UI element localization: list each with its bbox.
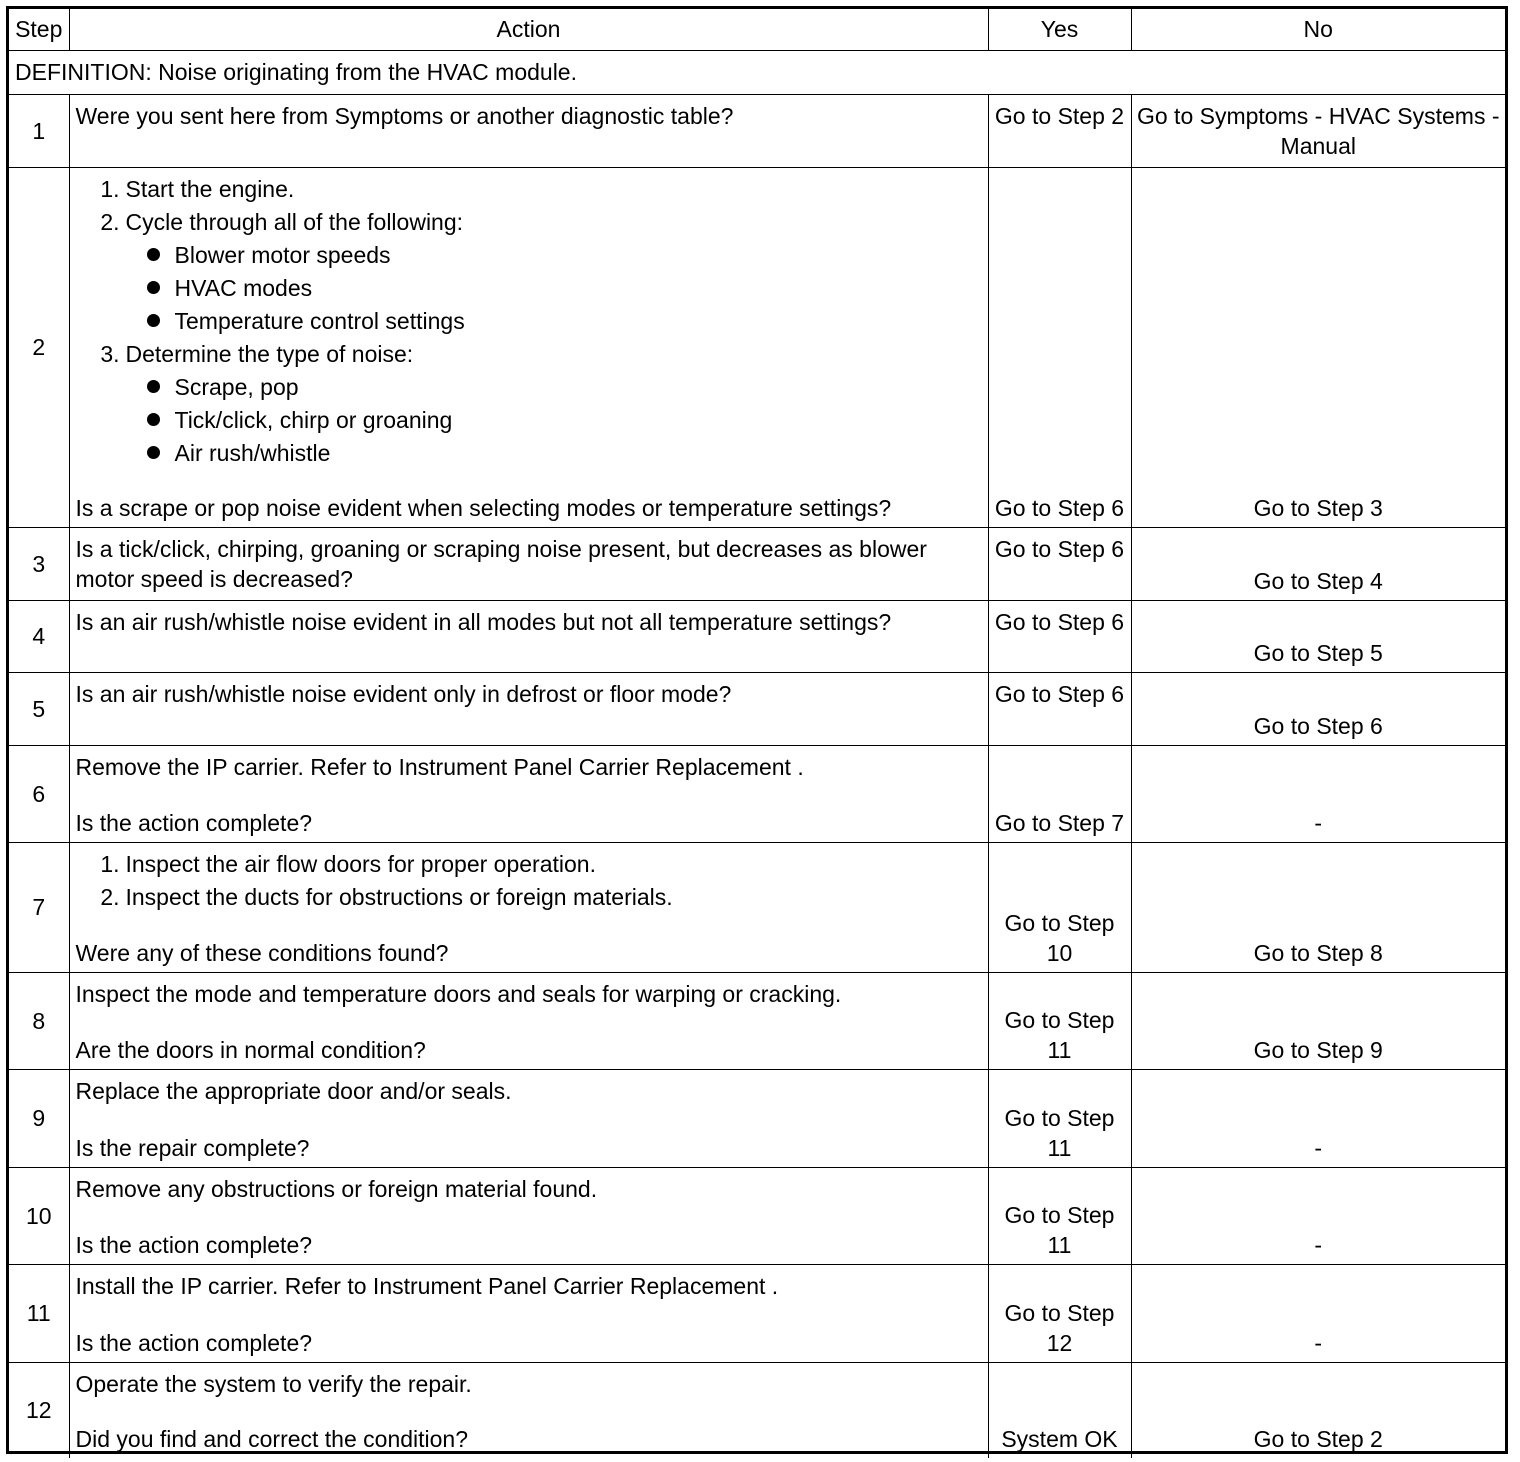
action-question: Did you find and correct the condition? bbox=[75, 1425, 469, 1452]
action-cell bbox=[69, 1069, 988, 1167]
no-result: - bbox=[1131, 1264, 1505, 1362]
yes-result: Go to Step 11 bbox=[988, 972, 1131, 1069]
yes-result: Go to Step 6 bbox=[988, 167, 1131, 527]
step-number: 3 bbox=[9, 527, 69, 600]
no-result: Go to Step 8 bbox=[1131, 842, 1505, 972]
table-row bbox=[9, 1264, 1505, 1362]
list-item: 1. Start the engine. bbox=[100, 175, 295, 202]
bullet-icon bbox=[76, 405, 175, 435]
action-text: Is a tick/click, chirping, groaning or scraping noise present, but decreases as blower motor speed is decreased? bbox=[69, 527, 988, 600]
yes-result: Go to Step 12 bbox=[988, 1264, 1131, 1362]
bullet-list bbox=[76, 372, 982, 468]
step-number: 8 bbox=[9, 972, 69, 1069]
no-result: - bbox=[1131, 1167, 1505, 1264]
action-question: Were any of these conditions found? bbox=[75, 939, 449, 966]
header-step: Step bbox=[9, 9, 69, 50]
action-question: Are the doors in normal condition? bbox=[75, 1036, 426, 1063]
bullet-icon bbox=[76, 372, 175, 402]
definition-text: DEFINITION: Noise originating from the HVAC module. bbox=[9, 50, 1505, 94]
step-number: 7 bbox=[9, 842, 69, 972]
diagnostic-table-frame bbox=[6, 6, 1508, 1454]
no-result: Go to Step 4 bbox=[1131, 527, 1505, 600]
table-row bbox=[9, 167, 1505, 527]
action-question: Is the action complete? bbox=[75, 1329, 313, 1356]
bullet-icon bbox=[76, 273, 175, 303]
table-row bbox=[9, 672, 1505, 745]
action-question: Is a scrape or pop noise evident when selecting modes or temperature settings? bbox=[75, 494, 892, 521]
bullet-item: Air rush/whistle bbox=[76, 438, 982, 468]
bullet-item: Tick/click, chirp or groaning bbox=[76, 405, 982, 435]
table-row bbox=[9, 972, 1505, 1069]
bullet-list bbox=[76, 240, 982, 336]
step-number: 12 bbox=[9, 1362, 69, 1458]
step-number: 11 bbox=[9, 1264, 69, 1362]
no-result: Go to Step 6 bbox=[1131, 672, 1505, 745]
substep-list bbox=[76, 849, 982, 915]
yes-result: Go to Step 11 bbox=[988, 1069, 1131, 1167]
action-text: Replace the appropriate door and/or seals. bbox=[75, 1077, 512, 1104]
bullet-icon bbox=[76, 438, 175, 468]
table-row bbox=[9, 527, 1505, 600]
no-result: Go to Symptoms - HVAC Systems - Manual bbox=[1131, 94, 1505, 167]
list-item: 3. Determine the type of noise: bbox=[100, 340, 414, 367]
action-text: Remove any obstructions or foreign material found. bbox=[75, 1175, 598, 1202]
table-row bbox=[9, 745, 1505, 842]
action-question: Is the repair complete? bbox=[75, 1134, 310, 1161]
action-text: Were you sent here from Symptoms or another diagnostic table? bbox=[69, 94, 988, 167]
header-action: Action bbox=[69, 9, 988, 50]
action-text: Operate the system to verify the repair. bbox=[75, 1370, 472, 1397]
bullet-item: Scrape, pop bbox=[76, 372, 982, 402]
yes-result: Go to Step 11 bbox=[988, 1167, 1131, 1264]
yes-result: Go to Step 7 bbox=[988, 745, 1131, 842]
bullet-icon bbox=[76, 240, 175, 270]
action-cell bbox=[69, 1264, 988, 1362]
action-text: Is an air rush/whistle noise evident only in defrost or floor mode? bbox=[69, 672, 988, 745]
no-result: - bbox=[1131, 1069, 1505, 1167]
table-row bbox=[9, 1167, 1505, 1264]
yes-result: Go to Step 10 bbox=[988, 842, 1131, 972]
action-question: Is the action complete? bbox=[75, 1231, 313, 1258]
bullet-item: Temperature control settings bbox=[76, 306, 982, 336]
bullet-item: HVAC modes bbox=[76, 273, 982, 303]
step-number: 1 bbox=[9, 94, 69, 167]
header-no: No bbox=[1131, 9, 1505, 50]
bullet-item: Blower motor speeds bbox=[76, 240, 982, 270]
no-result: Go to Step 5 bbox=[1131, 600, 1505, 672]
table-row bbox=[9, 1069, 1505, 1167]
table-row bbox=[9, 842, 1505, 972]
header-yes: Yes bbox=[988, 9, 1131, 50]
no-result: - bbox=[1131, 745, 1505, 842]
step-number: 4 bbox=[9, 600, 69, 672]
action-cell bbox=[69, 745, 988, 842]
yes-result: Go to Step 2 bbox=[988, 94, 1131, 167]
yes-result: Go to Step 6 bbox=[988, 600, 1131, 672]
list-item: 2. Cycle through all of the following: bbox=[100, 208, 464, 235]
yes-result: Go to Step 6 bbox=[988, 527, 1131, 600]
yes-result: Go to Step 6 bbox=[988, 672, 1131, 745]
yes-result: System OK bbox=[988, 1362, 1131, 1458]
action-text: Remove the IP carrier. Refer to Instrument Panel Carrier Replacement . bbox=[75, 753, 804, 780]
table-row bbox=[9, 1362, 1505, 1458]
action-cell bbox=[69, 1362, 988, 1458]
step-number: 10 bbox=[9, 1167, 69, 1264]
header-row bbox=[9, 9, 1505, 50]
action-text: Install the IP carrier. Refer to Instrument Panel Carrier Replacement . bbox=[75, 1272, 779, 1299]
step-number: 9 bbox=[9, 1069, 69, 1167]
step-number: 6 bbox=[9, 745, 69, 842]
action-text: Inspect the mode and temperature doors and seals for warping or cracking. bbox=[75, 980, 842, 1007]
no-result: Go to Step 9 bbox=[1131, 972, 1505, 1069]
list-item: 1. Inspect the air flow doors for proper operation. bbox=[100, 850, 596, 877]
action-cell bbox=[69, 842, 988, 972]
action-text: Is an air rush/whistle noise evident in all modes but not all temperature settings? bbox=[69, 600, 988, 672]
step-number: 2 bbox=[9, 167, 69, 527]
table-row bbox=[9, 600, 1505, 672]
step-number: 5 bbox=[9, 672, 69, 745]
substep-list bbox=[76, 174, 982, 471]
action-question: Is the action complete? bbox=[75, 809, 313, 836]
no-result: Go to Step 2 bbox=[1131, 1362, 1505, 1458]
list-item: 2. Inspect the ducts for obstructions or foreign materials. bbox=[100, 883, 673, 910]
bullet-icon bbox=[76, 306, 175, 336]
action-cell bbox=[69, 167, 988, 527]
definition-row bbox=[9, 50, 1505, 94]
action-cell bbox=[69, 972, 988, 1069]
action-cell bbox=[69, 1167, 988, 1264]
diagnostic-table bbox=[9, 9, 1505, 1458]
no-result: Go to Step 3 bbox=[1131, 167, 1505, 527]
table-row bbox=[9, 94, 1505, 167]
